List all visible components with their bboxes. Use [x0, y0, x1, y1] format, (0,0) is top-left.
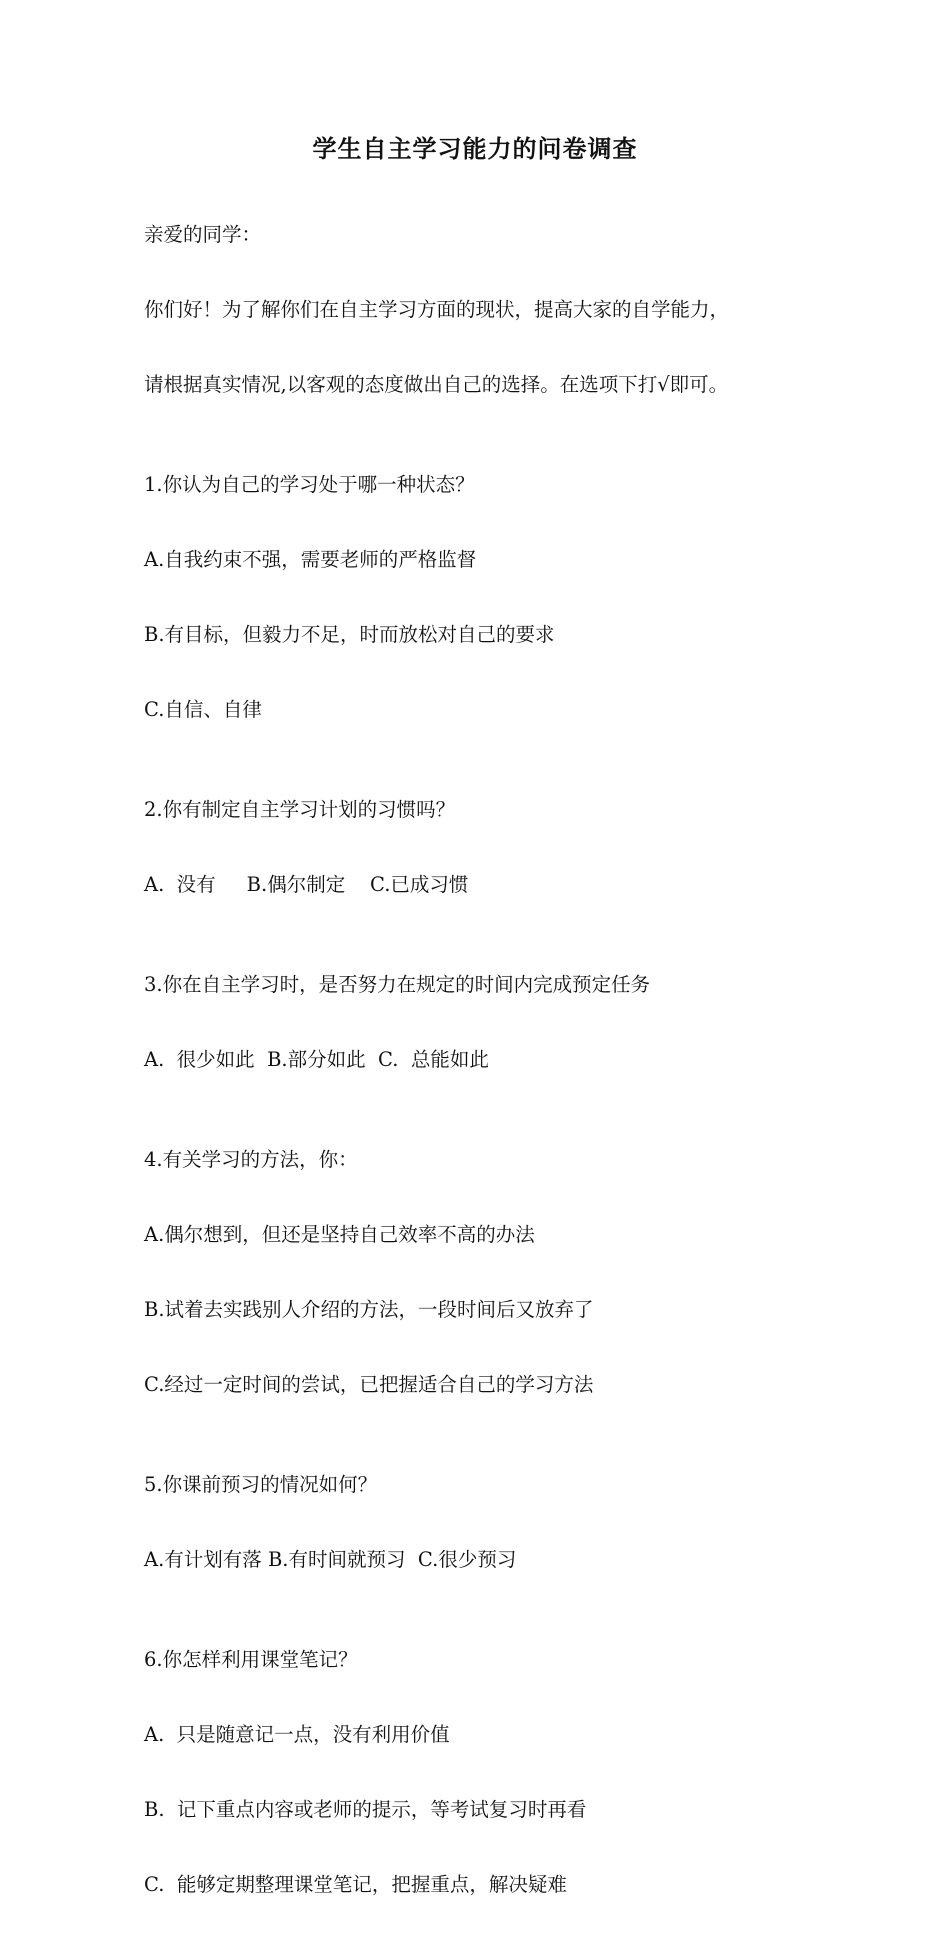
document-body: [144, 172, 834, 1947]
question-6-option-b: B. 记下重点内容或老师的提示，等考试复习时再看: [144, 1798, 587, 1821]
greeting: 亲爱的同学：: [144, 223, 262, 246]
question-6-option-c: C. 能够定期整理课堂笔记，把握重点，解决疑难: [144, 1873, 567, 1896]
question-2-options: A. 没有 B.偶尔制定 C.已成习惯: [144, 873, 469, 896]
document-title: 学生自主学习能力的问卷调查: [312, 135, 638, 163]
question-1-prompt: 1.你认为自己的学习处于哪一种状态？: [144, 473, 475, 496]
intro-line-1: 你们好！为了解你们在自主学习方面的现状，提高大家的自学能力，: [144, 298, 730, 321]
question-5-prompt: 5.你课前预习的情况如何？: [144, 1473, 378, 1496]
question-1-option-b: B.有目标，但毅力不足，时而放松对自己的要求: [144, 623, 555, 646]
question-6-option-a: A. 只是随意记一点，没有利用价值: [144, 1723, 450, 1746]
question-6-prompt: 6.你怎样利用课堂笔记？: [144, 1648, 358, 1671]
question-4-option-a: A.偶尔想到，但还是坚持自己效率不高的办法: [144, 1223, 535, 1246]
question-3-options: A. 很少如此 B.部分如此 C. 总能如此: [144, 1048, 489, 1071]
question-4-option-c: C.经过一定时间的尝试，已把握适合自己的学习方法: [144, 1373, 594, 1396]
question-2-prompt: 2.你有制定自主学习计划的习惯吗？: [144, 798, 456, 821]
question-3-prompt: 3.你在自主学习时，是否努力在规定的时间内完成预定任务: [144, 973, 651, 996]
question-5-options: A.有计划有落 B.有时间就预习 C.很少预习: [144, 1548, 517, 1571]
intro-line-2: 请根据真实情况,以客观的态度做出自己的选择。在选项下打√即可。: [144, 373, 729, 396]
question-4-prompt: 4.有关学习的方法，你：: [144, 1148, 358, 1171]
question-1-option-c: C.自信、自律: [144, 698, 262, 721]
question-4-option-b: B.试着去实践别人介绍的方法，一段时间后又放弃了: [144, 1298, 594, 1321]
question-1-option-a: A.自我约束不强，需要老师的严格监督: [144, 548, 477, 571]
